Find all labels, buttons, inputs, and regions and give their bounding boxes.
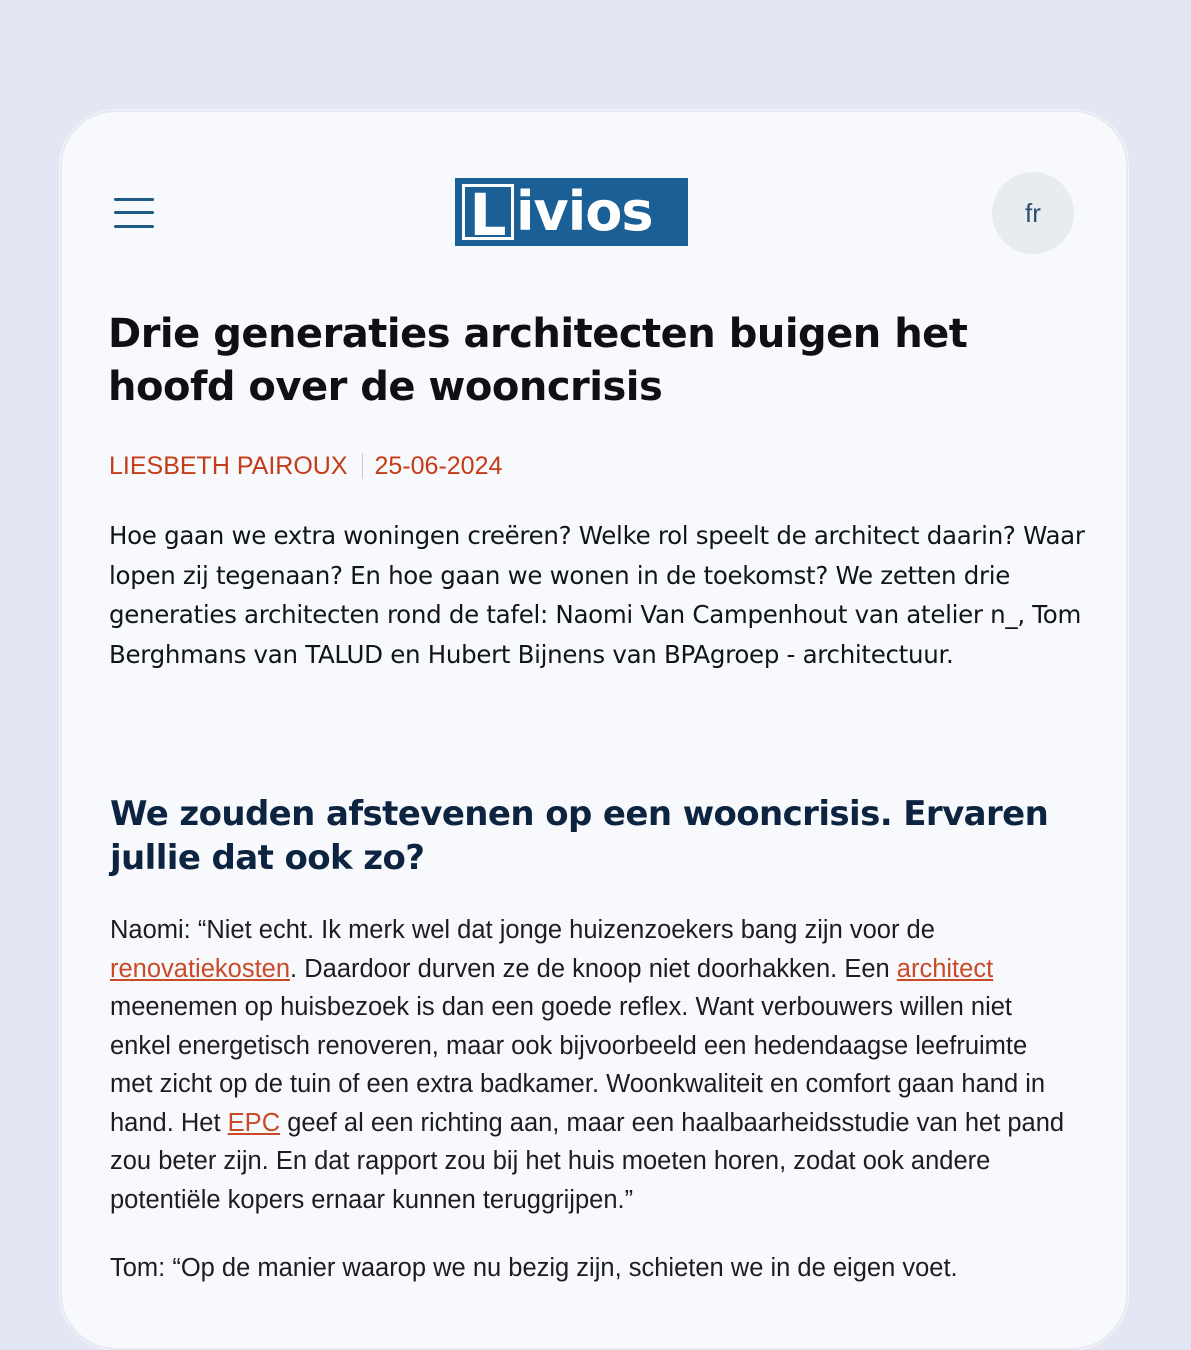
language-button[interactable]: fr [992,172,1074,254]
article-title: Drie generaties architecten buigen het hoofd over de wooncrisis [108,311,968,410]
paragraph-text: . Daardoor durven ze de knoop niet doorhakken. Een [290,954,897,983]
meta-separator [362,453,363,479]
body-paragraph: Tom: “Op de manier waarop we nu bezig zijn, schieten we in de eigen voet. [110,1254,958,1282]
menu-icon[interactable] [114,198,156,230]
section-heading: We zouden afstevenen op een wooncrisis. Ervaren jullie dat ook zo? [110,794,1049,878]
phone-frame [60,110,1128,1350]
livios-logo[interactable] [455,178,688,249]
body-paragraph [110,911,1070,1219]
epc-link[interactable]: EPC [227,1108,281,1137]
article-meta [109,450,502,482]
logo-letter: L [469,181,507,249]
menu-icon-bar [114,198,154,201]
paragraph-text: geef al een richting aan, maar een haalbaarheidsstudie van het pand zou beter zijn. En dat rapport zou bij het huis moeten horen, zodat ook andere potentiële kopers ernaar kunnen teruggrijpen.” [110,1108,1065,1214]
author-link[interactable]: LIESBETH PAIROUX [109,452,348,480]
publish-date: 25-06-2024 [374,452,503,480]
paragraph-text: meenemen op huisbezoek is dan een goede reflex. Want verbouwers willen niet enkel energetisch renoveren, maar ook bijvoorbeeld een hedendaagse leefruimte met zicht op de tuin of een extra badkamer. Woonkwaliteit en comfort gaan hand in hand. Het [110,993,1046,1137]
menu-icon-bar [114,211,154,214]
logo-letter-box [462,181,514,249]
menu-icon-bar [114,225,154,228]
architect-link[interactable]: architect [896,954,994,983]
renovatiekosten-link[interactable]: renovatiekosten [110,954,291,983]
article-intro: Hoe gaan we extra woningen creëren? Welke rol speelt de architect daarin? Waar lopen zij tegenaan? En hoe gaan we wonen in de toekomst? We zetten drie generaties architecten rond de tafel: Naomi Van Campenhout van atelier n_, Tom Berghmans van TALUD en Hubert Bijnens van BPAgroep - architectuur. [109,521,1085,669]
logo-wordmark: ivios [516,180,653,243]
paragraph-text: Naomi: “Niet echt. Ik merk wel dat jonge huizenzoekers bang zijn voor de [110,916,935,944]
